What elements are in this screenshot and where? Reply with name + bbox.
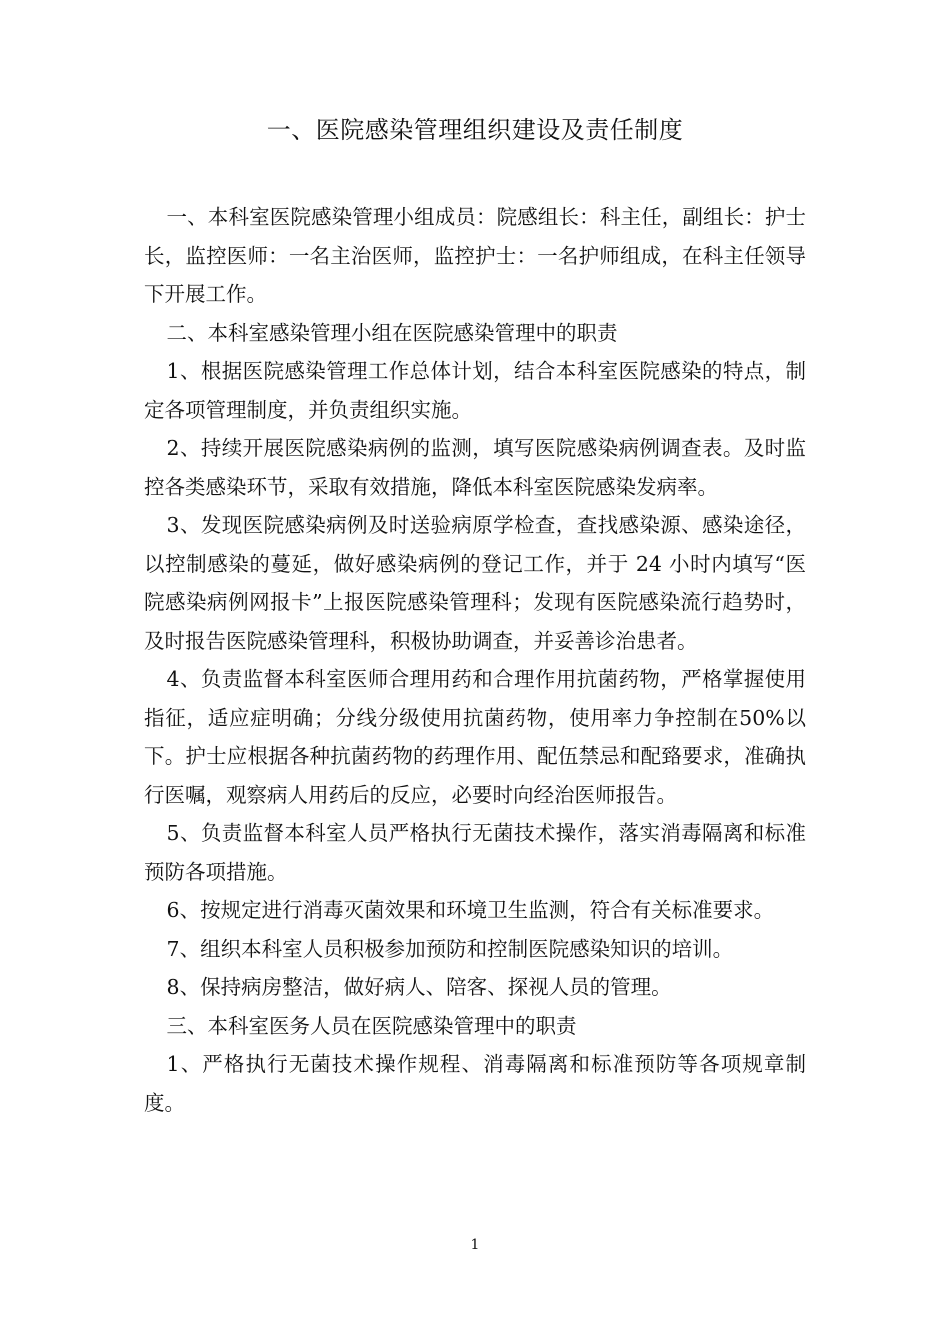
paragraph-12: 1、严格执行无菌技术操作规程、消毒隔离和标准预防等各项规章制度。 bbox=[144, 1052, 806, 1115]
paragraph-2: 二、本科室感染管理小组在医院感染管理中的职责 bbox=[166, 320, 618, 345]
paragraph-7: 5、负责监督本科室人员严格执行无菌技术操作，落实消毒隔离和标准预防各项措施。 bbox=[144, 821, 806, 884]
paragraph-4: 2、持续开展医院感染病例的监测，填写医院感染病例调查表。及时监控各类感染环节，采取有效措施，降低本科室医院感染发病率。 bbox=[144, 436, 806, 499]
page-number: 1 bbox=[470, 1237, 480, 1253]
paragraph-11: 三、本科室医务人员在医院感染管理中的职责 bbox=[166, 1013, 577, 1038]
paragraph-6: 4、负责监督本科室医师合理用药和合理作用抗菌药物，严格掌握使用指征，适应症明确；分线分级使用抗菌药物，使用率力争控制在50%以下。护士应根据各种抗菌药物的药理作用、配伍禁忌和配臵要求，准确执行医嘱，观察病人用药后的反应，必要时向经治医师报告。 bbox=[144, 667, 806, 807]
document-body bbox=[144, 198, 806, 1122]
paragraph-5: 3、发现医院感染病例及时送验病原学检查，查找感染源、感染途径，以控制感染的蔓延，做好感染病例的登记工作，并于 24 小时内填写“医院感染病例网报卡”上报医院感染管理科；发现有医院感染流行趋势时，及时报告医院感染管理科，积极协助调查，并妥善诊治患者。 bbox=[144, 513, 806, 653]
paragraph-9: 7、组织本科室人员积极参加预防和控制医院感染知识的培训。 bbox=[166, 936, 734, 961]
document-title: 一、医院感染管理组织建设及责任制度 bbox=[266, 116, 684, 144]
paragraph-3: 1、根据医院感染管理工作总体计划，结合本科室医院感染的特点，制定各项管理制度，并负责组织实施。 bbox=[144, 359, 806, 422]
paragraph-1: 一、本科室医院感染管理小组成员：院感组长：科主任，副组长：护士长，监控医师：一名主治医师，监控护士：一名护师组成，在科主任领导下开展工作。 bbox=[144, 205, 806, 306]
paragraph-10: 8、保持病房整洁，做好病人、陪客、探视人员的管理。 bbox=[166, 975, 672, 999]
paragraph-8: 6、按规定进行消毒灭菌效果和环境卫生监测，符合有关标准要求。 bbox=[166, 898, 775, 922]
